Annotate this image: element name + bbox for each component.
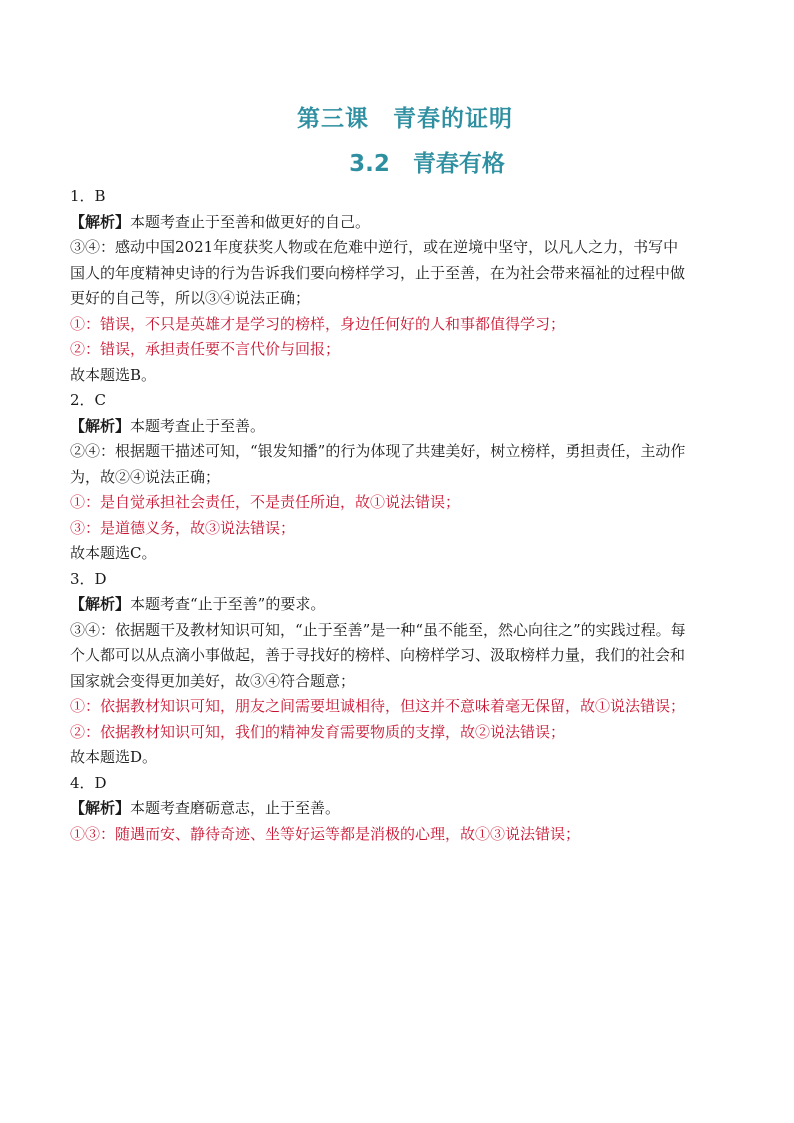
analysis-line bbox=[70, 414, 730, 440]
correct-option-line: 国人的年度精神史诗的行为告诉我们要向榜样学习，止于至善，在为社会带来福祉的过程中做 bbox=[70, 263, 686, 282]
wrong-option-line: ①：是自觉承担社会责任，不是责任所迫，故①说法错误； bbox=[70, 493, 461, 511]
analysis-text: 本题考查止于至善和做更好的自己。 bbox=[130, 212, 371, 231]
correct-option-line: 个人都可以从点滴小事做起，善于寻找好的榜样、向榜样学习、汲取榜样力量，我们的社会和 bbox=[70, 646, 686, 664]
conclusion-line: 故本题选D。 bbox=[70, 748, 158, 766]
question-number: 3．D bbox=[70, 569, 107, 588]
question-number: 4．D bbox=[70, 773, 107, 792]
section-subtitle: 3.2 青春有格 bbox=[349, 151, 505, 177]
conclusion-line: 故本题选C。 bbox=[70, 544, 157, 562]
question-number: 1．B bbox=[70, 187, 106, 205]
question-block bbox=[70, 771, 730, 848]
analysis-line bbox=[70, 592, 730, 618]
wrong-option-line: ①③：随遇而安、静待奇迹、坐等好运等都是消极的心理，故①③说法错误； bbox=[70, 824, 581, 843]
analysis-tag: 【解析】 bbox=[70, 416, 131, 435]
analysis-tag: 【解析】 bbox=[70, 595, 131, 613]
question-number: 2．C bbox=[70, 391, 107, 409]
analysis-tag: 【解析】 bbox=[70, 799, 131, 817]
correct-option-line: ③④：依据题干及教材知识可知，“止于至善”是一种“虽不能至，然心向往之”的实践过程。每 bbox=[70, 620, 686, 639]
wrong-option-line: ①：错误，不只是英雄才是学习的榜样，身边任何好的人和事都值得学习； bbox=[70, 314, 566, 333]
correct-option-line: 为，故②④说法正确； bbox=[70, 467, 221, 486]
analysis-tag: 【解析】 bbox=[70, 212, 131, 231]
correct-option-line: 更好的自己等，所以③④说法正确； bbox=[70, 289, 311, 307]
wrong-option-line: ②：依据教材知识可知，我们的精神发育需要物质的支撑，故②说法错误； bbox=[70, 722, 566, 741]
wrong-option-line: ②：错误，承担责任要不言代价与回报； bbox=[70, 340, 341, 358]
correct-option-line: ②④：根据题干描述可知，“银发知播”的行为体现了共建美好，树立榜样，勇担责任，主动作 bbox=[70, 442, 686, 460]
analysis-text: 本题考查止于至善。 bbox=[130, 416, 266, 435]
analysis-line bbox=[70, 210, 730, 236]
correct-option-line: 国家就会变得更加美好，故③④符合题意； bbox=[70, 671, 356, 690]
analysis-text: 本题考查磨砺意志，止于至善。 bbox=[130, 799, 341, 817]
question-block bbox=[70, 184, 730, 388]
lesson-title: 第三课 青春的证明 bbox=[297, 106, 513, 132]
question-block bbox=[70, 388, 730, 567]
analysis-text: 本题考查“止于至善”的要求。 bbox=[130, 595, 326, 613]
wrong-option-line: ③：是道德义务，故③说法错误； bbox=[70, 518, 296, 537]
analysis-line bbox=[70, 796, 730, 822]
conclusion-line: 故本题选B。 bbox=[70, 365, 157, 384]
question-block bbox=[70, 567, 730, 771]
answer-content bbox=[70, 184, 730, 847]
wrong-option-line: ①：依据教材知识可知，朋友之间需要坦诚相待，但这并不意味着毫无保留，故①说法错误； bbox=[70, 697, 686, 715]
correct-option-line: ③④：感动中国2021年度获奖人物或在危难中逆行，或在逆境中坚守，以凡人之力，书写中 bbox=[70, 238, 679, 256]
